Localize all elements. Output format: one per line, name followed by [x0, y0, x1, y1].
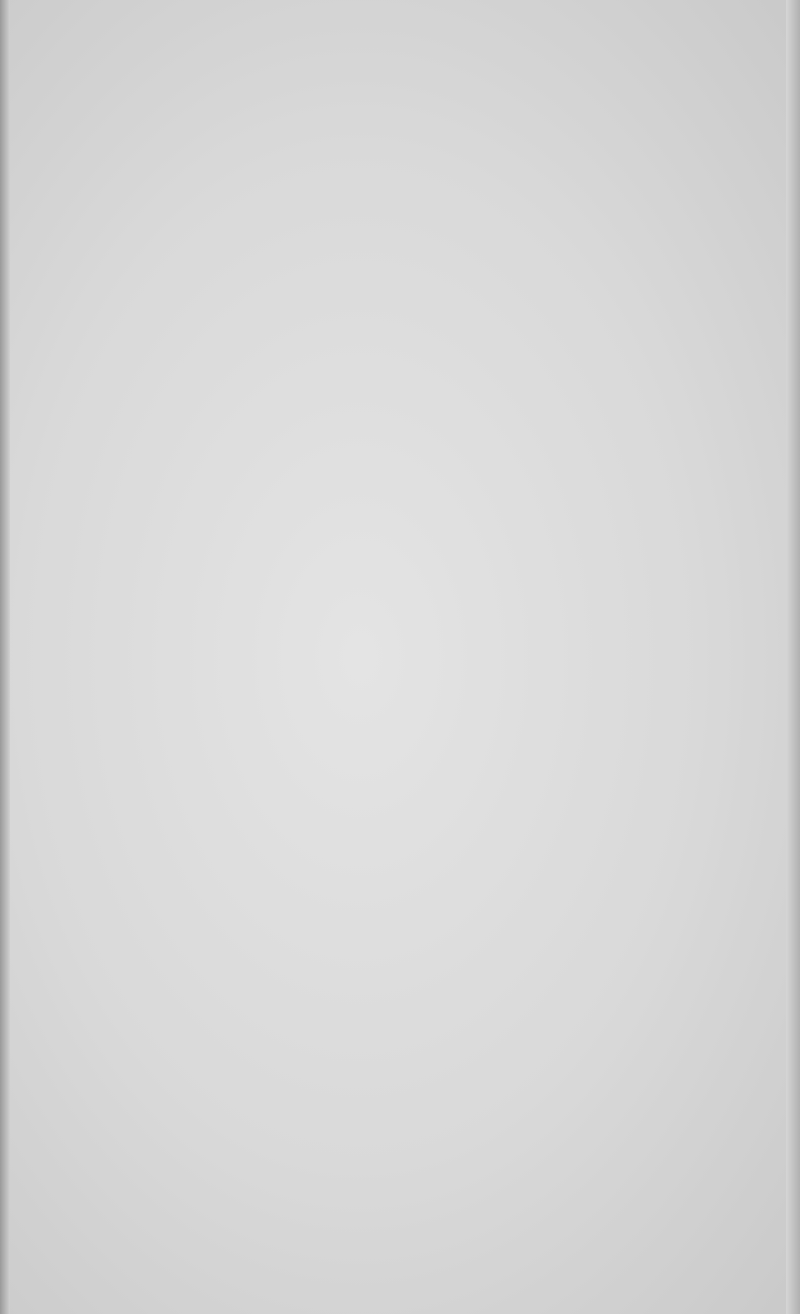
intro-paragraph-medecine: [60, 160, 706, 193]
running-head: [0, 112, 800, 142]
semester-ete-text: [46, 743, 710, 776]
page-footer: [0, 1238, 800, 1268]
page-edge-shadow-right: [786, 0, 800, 1314]
ressources-paragraph-arcachon: [46, 1132, 718, 1165]
page-edge-shadow: [0, 0, 10, 1314]
intro-paragraph-pharmacie: [42, 225, 706, 258]
semester-hiver-text: [42, 527, 708, 560]
ressources-paragraph-museum: [46, 1005, 718, 1038]
